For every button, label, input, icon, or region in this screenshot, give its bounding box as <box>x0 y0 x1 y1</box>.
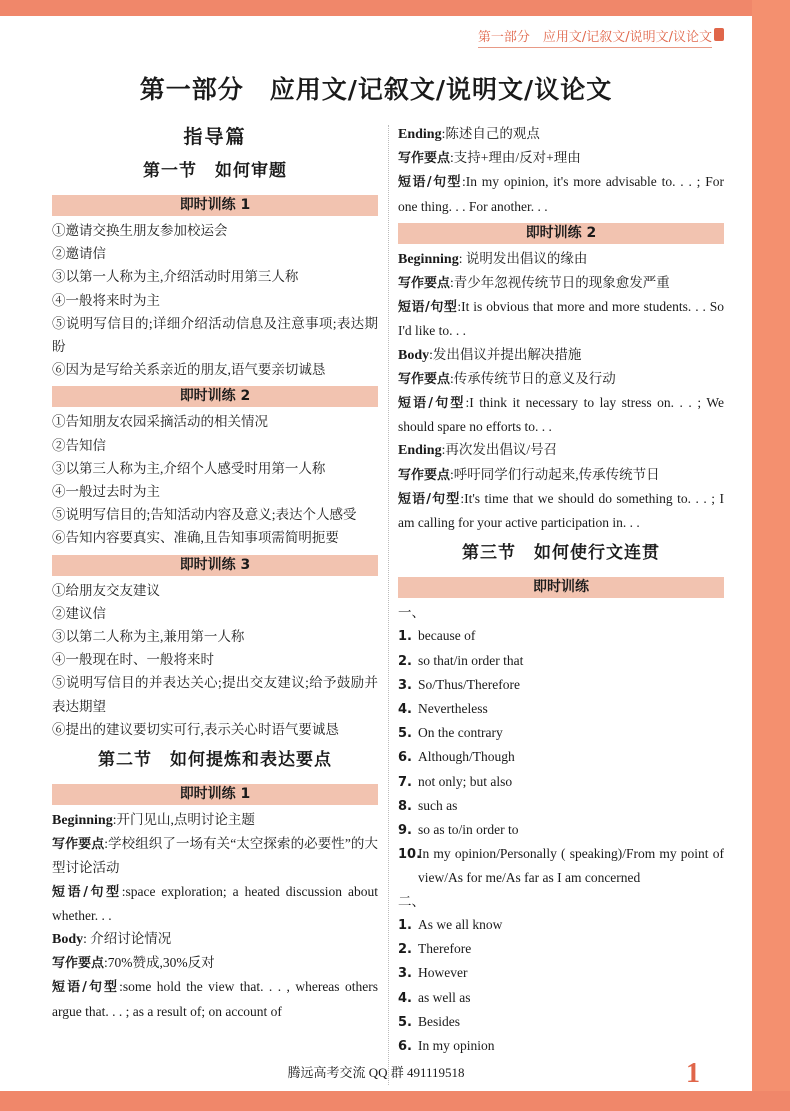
answer-text: :In my opinion, it's more advisable to. . . ; For one thing. . . For another. . . <box>398 174 724 214</box>
answer-line <box>398 170 724 217</box>
page-title: 第一部分 应用文/记叙文/说明文/议论文 <box>139 75 613 104</box>
answer-number: 5. <box>398 726 412 742</box>
answer-line: ⑥告知内容要真实、准确,且告知事项需简明扼要 <box>52 530 339 546</box>
right-column <box>398 122 724 1058</box>
answer-number: 7. <box>398 774 412 790</box>
exercise-band: 即时训练 2 <box>398 223 724 244</box>
numbered-answer <box>398 770 724 794</box>
answer-number: 6. <box>398 1038 412 1054</box>
answer-line <box>398 487 724 534</box>
answer-number: 5. <box>398 1014 412 1030</box>
bookmark-icon <box>714 28 724 41</box>
answer-line <box>52 975 378 1022</box>
answer-label: 写作要点 <box>398 151 451 167</box>
answer-text: So/Thus/Therefore <box>418 676 520 692</box>
answer-number: 2. <box>398 942 412 958</box>
section-heading: 第二节 如何提炼和表达要点 <box>98 750 332 771</box>
answer-line <box>398 343 724 367</box>
answer-line: ②告知信 <box>52 437 106 453</box>
answer-line <box>398 247 724 271</box>
answer-line <box>398 146 724 170</box>
answer-number: 8. <box>398 798 412 814</box>
answer-text: :I think it necessary to lay stress on. . . ; We should spare no efforts to. . . <box>398 395 725 435</box>
answer-text: Although/Though <box>418 749 515 765</box>
answer-line: ④一般现在时、一般将来时 <box>52 652 214 668</box>
answer-text: :space exploration; a heated discussion about whether. . . <box>52 883 378 923</box>
answer-text: :再次发出倡议/号召 <box>441 442 558 458</box>
numbered-answer <box>398 961 724 985</box>
numbered-answer <box>398 673 724 697</box>
answer-line: ③以第一人称为主,介绍活动时用第三人称 <box>52 269 299 285</box>
answer-line <box>398 295 724 342</box>
answer-text: In my opinion <box>418 1037 495 1053</box>
answer-label: 写作要点 <box>398 467 451 483</box>
answer-text: :陈述自己的观点 <box>441 126 540 141</box>
answer-text: :some hold the view that. . . , whereas others argue that. . . ; as a result of; on account of <box>52 979 378 1019</box>
exercise-band: 即时训练 3 <box>52 555 378 576</box>
footer-text: 腾远高考交流 QQ 群 491119518 <box>287 1065 465 1080</box>
answer-line: ③以第二人称为主,兼用第一人称 <box>52 629 245 645</box>
exercise-band: 即时训练 1 <box>52 195 378 216</box>
answer-line <box>398 367 724 391</box>
answer-label: Beginning <box>52 813 113 829</box>
numbered-answer <box>398 1010 724 1034</box>
answer-label: 写作要点 <box>398 276 451 292</box>
answer-label: Ending <box>398 443 442 459</box>
answer-number: 3. <box>398 966 412 982</box>
side-color-bar <box>752 0 790 1111</box>
answer-text: : 介绍讨论情况 <box>83 931 172 947</box>
answer-text: :70%赞成,30%反对 <box>104 955 215 971</box>
answer-text: :支持+理由/反对+理由 <box>450 150 581 166</box>
bottom-color-bar <box>0 1091 790 1111</box>
answer-line: ⑤说明写信目的并表达关心;提出交友建议;给予鼓励并表达期望 <box>52 675 378 714</box>
numbered-answer <box>398 818 724 842</box>
answer-line <box>52 880 378 927</box>
answer-label: 短语/句型 <box>398 300 458 316</box>
answer-text: Nevertheless <box>418 701 488 717</box>
answer-number: 1. <box>398 629 412 645</box>
answer-label: 写作要点 <box>398 371 451 387</box>
answer-line: ①邀请交换生朋友参加校运会 <box>52 223 228 238</box>
answer-text: such as <box>418 797 458 813</box>
numbered-answer <box>398 913 724 937</box>
answer-line: ①给朋友交友建议 <box>52 582 160 598</box>
answer-text: because of <box>418 628 476 644</box>
answer-line <box>52 832 378 879</box>
answer-line: ①告知朋友农园采摘活动的相关情况 <box>52 414 268 430</box>
answer-label: Body <box>398 347 430 363</box>
answer-label: 短语/句型 <box>52 884 122 900</box>
answer-line: ③以第三人称为主,介绍个人感受时用第一人称 <box>52 460 326 476</box>
exercise-band: 即时训练 <box>398 577 724 598</box>
answer-line: ④一般过去时为主 <box>52 484 160 500</box>
answer-text: so that/in order that <box>418 652 524 668</box>
answer-label: Body <box>52 932 84 948</box>
answer-number: 4. <box>398 702 412 718</box>
answer-label: 写作要点 <box>52 956 105 972</box>
answer-number: 4. <box>398 990 412 1006</box>
running-header: 第一部分 应用文/记叙文/说明文/议论文 <box>478 26 712 48</box>
answer-text: :It's time that we should do something to. . . ; I am calling for your active participation in. . . <box>398 490 724 531</box>
answer-text: : 说明发出倡议的缘由 <box>458 250 588 266</box>
section-heading: 指导篇 <box>183 126 247 148</box>
answer-text: :青少年忽视传统节日的现象愈发严重 <box>450 275 670 291</box>
answer-line: ②邀请信 <box>52 246 106 262</box>
section-heading: 第一节 如何审题 <box>143 161 287 181</box>
answer-line: ⑥因为是写给关系亲近的朋友,语气要亲切诚恳 <box>52 362 326 378</box>
section-heading: 第三节 如何使行文连贯 <box>462 543 660 564</box>
answer-line: ④一般将来时为主 <box>52 292 160 308</box>
answer-number: 6. <box>398 750 412 766</box>
answer-line <box>52 927 378 951</box>
answer-text: However <box>418 965 468 981</box>
answer-text: :开门见山,点明讨论主题 <box>112 812 255 828</box>
answer-text: Besides <box>418 1013 460 1029</box>
answer-line <box>52 951 378 975</box>
numbered-answer <box>398 649 724 673</box>
answer-line <box>398 391 724 438</box>
answer-label: 短语/句型 <box>398 396 466 412</box>
answer-text: :发出倡议并提出解决措施 <box>429 346 582 362</box>
answer-line <box>398 122 724 146</box>
answer-number: 10. <box>398 847 422 863</box>
answer-number: 9. <box>398 823 412 839</box>
numbered-answer <box>398 624 724 648</box>
answer-text: In my opinion/Personally ( speaking)/From my point of view/As for me/As far as I am concerned <box>418 846 724 886</box>
answer-line: ②建议信 <box>52 605 106 621</box>
answer-text: :呼吁同学们行动起来,传承传统节日 <box>450 466 660 482</box>
exercise-band: 即时训练 2 <box>52 386 378 407</box>
answer-text: not only; but also <box>418 773 513 789</box>
answer-line <box>398 438 724 462</box>
answer-line <box>398 271 724 295</box>
answer-line: ⑤说明写信目的;详细介绍活动信息及注意事项;表达期盼 <box>52 315 378 355</box>
answer-label: 短语/句型 <box>52 980 120 996</box>
answer-label: Beginning <box>398 251 459 267</box>
answer-number: 2. <box>398 653 412 669</box>
numbered-answer <box>398 986 724 1010</box>
column-divider <box>388 125 389 1085</box>
answer-label: 写作要点 <box>52 837 105 853</box>
answer-line <box>398 463 724 487</box>
answer-line <box>52 808 378 832</box>
answer-number: 3. <box>398 677 412 693</box>
numbered-answer <box>398 794 724 818</box>
answer-text: :It is obvious that more and more students. . . So I'd like to. . . <box>398 299 725 339</box>
answer-text: :传承传统节日的意义及行动 <box>450 370 616 386</box>
answer-text: As we all know <box>418 916 503 932</box>
answer-text: as well as <box>418 989 471 1005</box>
numbered-answer <box>398 697 724 721</box>
answer-text: :学校组织了一场有关“太空探索的必要性”的大型讨论活动 <box>52 836 378 876</box>
answer-text: On the contrary <box>418 725 503 741</box>
page-number: 1 <box>686 1058 700 1089</box>
numbered-answer <box>398 937 724 961</box>
numbered-answer <box>398 745 724 769</box>
left-column <box>52 122 378 1023</box>
answer-text: so as to/in order to <box>418 822 519 838</box>
answer-line: ⑤说明写信目的;告知活动内容及意义;表达个人感受 <box>52 507 357 523</box>
answer-line: 二、 <box>398 893 425 909</box>
answer-line: 一、 <box>398 605 425 621</box>
answer-text: Therefore <box>418 941 472 957</box>
answer-number: 1. <box>398 917 412 933</box>
numbered-answer <box>398 1034 724 1058</box>
answer-label: 短语/句型 <box>398 491 461 507</box>
answer-line: ⑥提出的建议要切实可行,表示关心时语气要诚恳 <box>52 721 339 737</box>
top-color-bar <box>0 0 790 16</box>
exercise-band: 即时训练 1 <box>52 784 378 805</box>
numbered-answer <box>398 721 724 745</box>
answer-label: Ending <box>398 127 442 142</box>
answer-label: 短语/句型 <box>398 175 462 191</box>
numbered-answer <box>398 842 724 889</box>
